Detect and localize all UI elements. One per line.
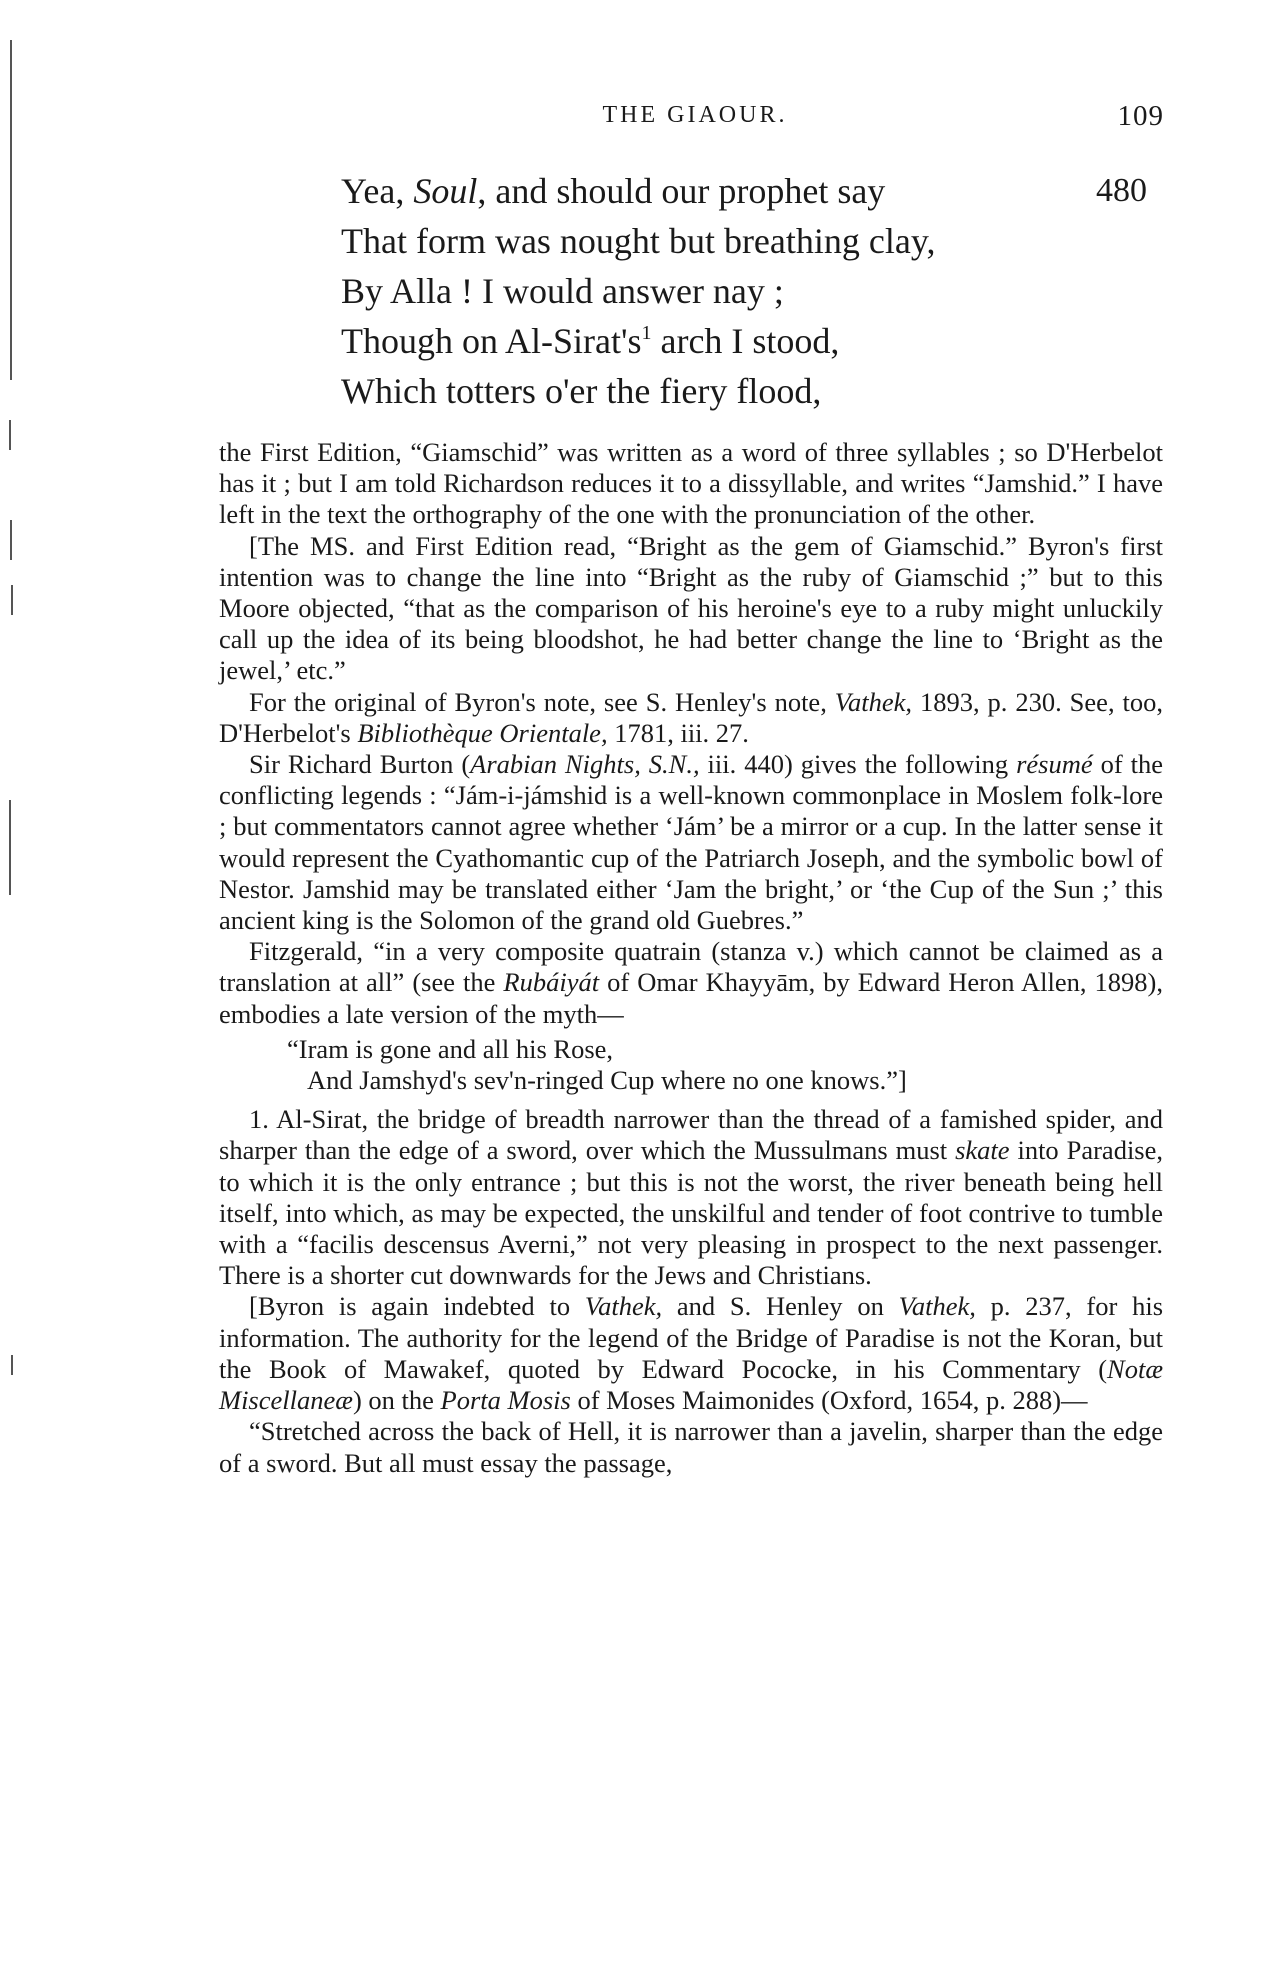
verse-text: , and should our prophet say <box>477 171 886 211</box>
verse-line <box>341 166 1201 216</box>
footnote-marker: 1 <box>641 322 652 344</box>
verse-line: Which totters o'er the fiery flood, <box>341 371 822 411</box>
note-paragraph <box>219 749 1163 936</box>
note-text: 1. Al-Sirat, the bridge of breadth narrower than the thread of a famished spider, and sharper than the edge of a sword, over which the Mussulmans must <box>219 1104 1163 1166</box>
verse-block <box>341 166 1201 416</box>
note-text: and S. Henley on <box>662 1291 899 1322</box>
note-paragraph <box>219 687 1163 749</box>
verse-text: arch I stood, <box>651 321 840 361</box>
scan-edge-mark <box>9 800 11 895</box>
note-text: Fitzgerald, “in a very composite quatrain (stanza v.) which cannot be claimed as a translation at all” (see the <box>219 936 1163 998</box>
note-italic: Notæ Miscellaneæ <box>219 1353 1163 1416</box>
line-number: 480 <box>1096 172 1147 209</box>
note-italic: Porta Mosis <box>440 1385 571 1416</box>
scan-edge-mark <box>9 420 11 450</box>
scan-edge-mark <box>11 585 13 615</box>
note-paragraph: [The MS. and First Edition read, “Bright as the gem of Giamschid.” Byron's first intention was to change the line into “Bright as the ruby of Giamschid ;” but to this Moore objected, “that as the comparison of his heroine's eye to a ruby might unluckily call up the idea of its being bloodshot, he had better change the line to ‘Bright as the jewel,’ etc.” <box>219 530 1163 686</box>
note-text: Sir Richard Burton ( <box>249 749 471 780</box>
footnote <box>219 1104 1163 1291</box>
verse-italic: Soul <box>413 171 478 211</box>
note-italic: Vathek, <box>898 1291 976 1322</box>
scan-edge-mark <box>10 40 12 380</box>
note-italic: Vathek, <box>584 1291 663 1322</box>
note-paragraph: “Stretched across the back of Hell, it is narrower than a javelin, sharper than the edge of a sword. But all must essay the passage, <box>219 1416 1163 1478</box>
note-text: [Byron is again indebted to <box>249 1291 585 1322</box>
quoted-verse: And Jamshyd's sev'n-ringed Cup where no one knows.”] <box>307 1065 907 1096</box>
note-text: 1781, iii. 27. <box>607 717 749 748</box>
note-text: 1893, p. 230. See, too, D'Herbelot's <box>219 686 1163 748</box>
note-text: into Paradise, to which it is the only entrance ; but this is not the worst, the river beneath being hell itself, into which, as may be expected, the unskilful and tender of foot contrive to tumble with a “facilis descensus Averni,” not very pleasing in prospect to the next passenger. There is a shorter cut downwards for the Jews and Christians. <box>219 1135 1164 1291</box>
verse-line <box>341 316 1201 366</box>
quoted-verse: “Iram is gone and all his Rose, <box>287 1033 614 1064</box>
scan-edge-mark <box>10 520 12 560</box>
note-paragraph: the First Edition, “Giamschid” was written as a word of three syllables ; so D'Herbelot has it ; but I am told Richardson reduces it to a dissyllable, and writes “Jamshid.” I have left in the text the orthography of the one with the pronunciation of the other. <box>219 437 1163 530</box>
scan-edge-mark <box>11 1355 13 1375</box>
note-text: of the conflicting legends : “Jám-i-jámshid is a well-known commonplace in Moslem folk-lore ; but commentators cannot agree whether ‘Jám’ be a mirror or a cup. In the latter sense it would represent the Cyathomantic cup of the Patriarch Joseph, and the symbolic bowl of Nestor. Jamshid may be translated either ‘Jam the bright,’ or ‘the Cup of the Sun ;’ this ancient king is the Solomon of the grand old Guebres.” <box>219 749 1163 936</box>
verse-text: Yea, <box>341 171 414 211</box>
note-text: iii. 440) gives the following <box>699 749 1017 780</box>
note-text: of Omar Khayyām, by Edward Heron Allen, 1898), embodies a late version of the myth— <box>219 967 1163 1029</box>
note-paragraph <box>219 936 1163 1030</box>
verse-line: By Alla ! I would answer nay ; <box>341 271 784 311</box>
note-italic: Rubáiyát <box>503 967 600 998</box>
note-italic: Arabian Nights, S.N., <box>470 749 700 780</box>
note-italic: Vathek, <box>834 686 913 717</box>
verse-line: That form was nought but breathing clay, <box>341 221 936 261</box>
note-text: For the original of Byron's note, see S. Henley's note, <box>249 686 835 717</box>
running-title: THE GIAOUR. <box>602 102 788 128</box>
note-text: of Moses Maimonides (Oxford, 1654, p. 288)— <box>570 1385 1088 1416</box>
notes-block <box>219 437 1163 1479</box>
note-italic: skate <box>955 1135 1010 1166</box>
verse-text: Though on Al-Sirat's <box>341 321 642 361</box>
note-paragraph <box>219 1291 1163 1416</box>
note-italic: résumé <box>1016 749 1093 780</box>
page-number: 109 <box>1117 100 1164 132</box>
note-text: ) on the <box>352 1385 441 1416</box>
page-header <box>220 100 1170 140</box>
note-italic: Bibliothèque Orientale, <box>357 717 608 748</box>
note-text: p. 237, for his information. The authority for the legend of the Bridge of Paradise is not the Koran, but the Book of Mawakef, quoted by Edward Pococke, in his Commentary ( <box>219 1291 1164 1384</box>
